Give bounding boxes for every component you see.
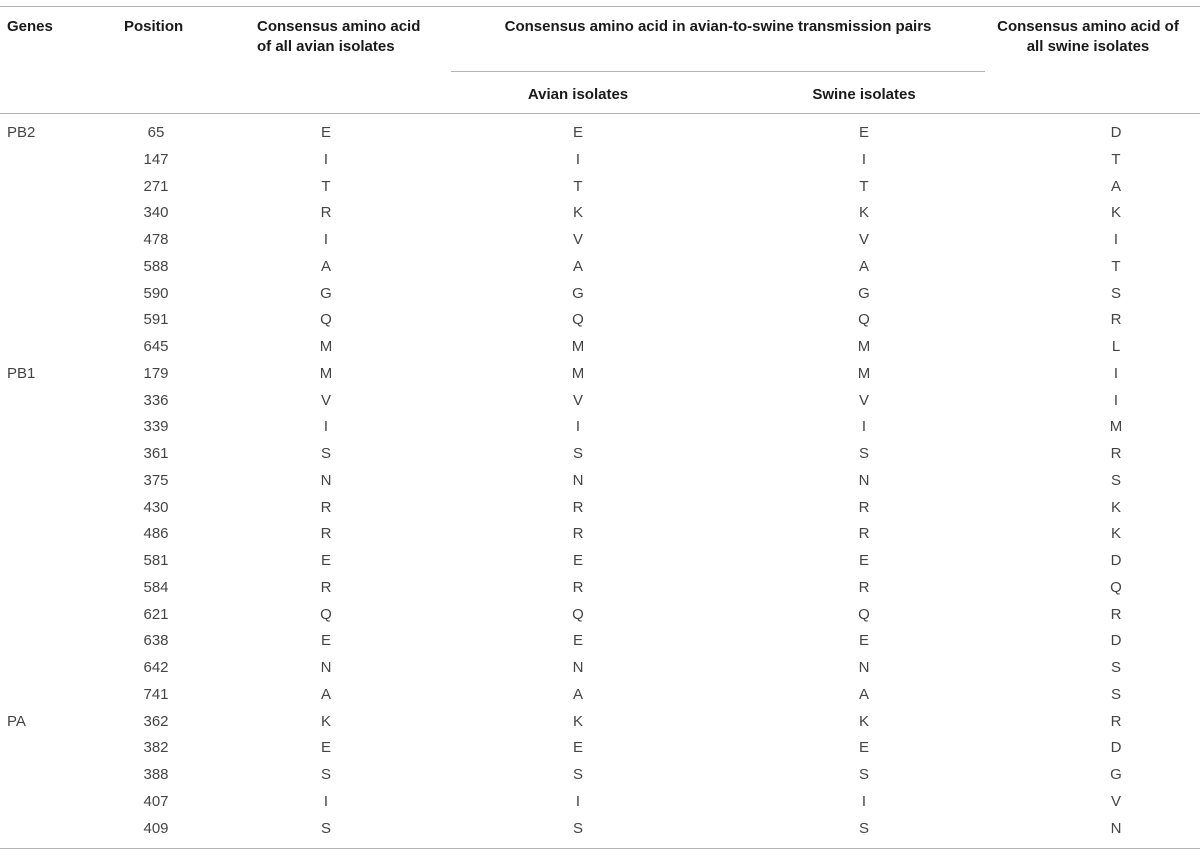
pair-swine-cell: V bbox=[858, 391, 869, 409]
avian-all-cell: E bbox=[320, 552, 331, 569]
avian-all-cell: Q bbox=[320, 605, 332, 623]
pair-swine-cell: I bbox=[861, 418, 867, 436]
pair-swine-cell: V bbox=[858, 231, 869, 248]
table-row bbox=[0, 602, 1200, 629]
avian-all-cell: G bbox=[320, 284, 332, 302]
position-cell: 382 bbox=[143, 739, 169, 757]
header-swine-all-line1: Consensus amino acid of bbox=[997, 18, 1179, 35]
position-cell: 409 bbox=[143, 819, 169, 837]
gene-cell: PB1 bbox=[7, 364, 36, 382]
top-rule bbox=[0, 6, 1200, 7]
pair-swine-cell: A bbox=[858, 685, 869, 703]
position-cell: 588 bbox=[143, 257, 169, 275]
position-cell: 584 bbox=[143, 578, 169, 596]
position-cell: 642 bbox=[143, 659, 169, 676]
avian-all-cell: E bbox=[320, 124, 331, 141]
pair-avian-cell: T bbox=[573, 177, 583, 195]
table-row bbox=[0, 521, 1200, 548]
avian-all-cell: I bbox=[323, 418, 329, 436]
pair-avian-cell: G bbox=[572, 284, 584, 302]
position-cell: 339 bbox=[143, 418, 169, 436]
pair-avian-cell: I bbox=[575, 792, 581, 810]
swine-all-cell: G bbox=[1110, 766, 1122, 783]
swine-all-cell: S bbox=[1110, 685, 1121, 703]
pair-swine-cell: S bbox=[858, 819, 869, 837]
avian-all-cell: R bbox=[320, 498, 332, 516]
pair-avian-cell: M bbox=[571, 338, 585, 355]
position-cell: 375 bbox=[143, 471, 169, 489]
avian-all-cell: A bbox=[320, 685, 331, 703]
avian-all-cell: M bbox=[319, 338, 333, 355]
table-row bbox=[0, 120, 1200, 147]
table-row bbox=[0, 200, 1200, 227]
table-row bbox=[0, 495, 1200, 522]
swine-all-cell: I bbox=[1113, 391, 1119, 409]
swine-all-cell: R bbox=[1110, 311, 1122, 329]
pair-swine-cell: G bbox=[858, 284, 870, 302]
header-pairs-group: Consensus amino acid in avian-to-swine transmission pairs bbox=[504, 18, 932, 35]
position-cell: 361 bbox=[143, 445, 169, 462]
position-cell: 581 bbox=[143, 552, 169, 569]
position-cell: 340 bbox=[143, 204, 169, 222]
pair-avian-cell: E bbox=[572, 632, 583, 650]
table-row bbox=[0, 281, 1200, 308]
table-row bbox=[0, 147, 1200, 174]
pair-avian-cell: S bbox=[572, 819, 583, 837]
swine-all-cell: D bbox=[1110, 124, 1122, 141]
swine-all-cell: I bbox=[1113, 231, 1119, 248]
pair-avian-cell: R bbox=[572, 525, 584, 543]
position-cell: 147 bbox=[143, 150, 169, 168]
pair-avian-cell: E bbox=[572, 552, 583, 569]
pair-swine-cell: E bbox=[858, 552, 869, 569]
swine-all-cell: V bbox=[1110, 792, 1121, 810]
avian-all-cell: I bbox=[323, 231, 329, 248]
swine-all-cell: A bbox=[1110, 177, 1121, 195]
header-avian-all-line2: of all avian isolates bbox=[257, 38, 395, 55]
swine-all-cell: Q bbox=[1110, 578, 1122, 596]
swine-all-cell: D bbox=[1110, 632, 1122, 650]
header-genes: Genes bbox=[7, 18, 53, 35]
pair-swine-cell: K bbox=[858, 712, 869, 730]
swine-all-cell: D bbox=[1110, 739, 1122, 757]
header-swine-all-line2: all swine isolates bbox=[1026, 38, 1150, 55]
pair-avian-cell: S bbox=[572, 445, 583, 462]
pair-avian-cell: V bbox=[572, 391, 583, 409]
avian-all-cell: T bbox=[321, 177, 331, 195]
swine-all-cell: M bbox=[1109, 418, 1123, 436]
position-cell: 591 bbox=[143, 311, 169, 329]
bottom-rule bbox=[0, 848, 1200, 849]
avian-all-cell: R bbox=[320, 204, 332, 222]
avian-all-cell: E bbox=[320, 739, 331, 757]
swine-all-cell: I bbox=[1113, 364, 1119, 382]
pair-avian-cell: K bbox=[572, 712, 583, 730]
pair-avian-cell: I bbox=[575, 150, 581, 168]
gene-cell: PB2 bbox=[7, 124, 36, 141]
position-cell: 388 bbox=[143, 766, 169, 783]
table-row bbox=[0, 174, 1200, 201]
table-row bbox=[0, 307, 1200, 334]
pair-avian-cell: M bbox=[571, 364, 585, 382]
pair-swine-cell: I bbox=[861, 792, 867, 810]
pair-swine-cell: Q bbox=[858, 311, 870, 329]
position-cell: 638 bbox=[143, 632, 169, 650]
pair-swine-cell: S bbox=[858, 445, 869, 462]
avian-all-cell: R bbox=[320, 525, 332, 543]
header-avian-all bbox=[257, 17, 447, 57]
position-cell: 271 bbox=[143, 177, 169, 195]
swine-all-cell: K bbox=[1110, 498, 1121, 516]
avian-all-cell: A bbox=[320, 257, 331, 275]
pair-swine-cell: S bbox=[858, 766, 869, 783]
header-pairs-avian: Avian isolates bbox=[527, 86, 629, 103]
table-row bbox=[0, 735, 1200, 762]
pair-avian-cell: V bbox=[572, 231, 583, 248]
swine-all-cell: N bbox=[1110, 819, 1122, 837]
table-row bbox=[0, 388, 1200, 415]
table-row bbox=[0, 762, 1200, 789]
position-cell: 486 bbox=[143, 525, 169, 543]
header-bottom-rule bbox=[0, 113, 1200, 114]
avian-all-cell: E bbox=[320, 632, 331, 650]
header-swine-all bbox=[988, 17, 1188, 57]
table-row bbox=[0, 682, 1200, 709]
avian-all-cell: S bbox=[320, 445, 331, 462]
table-row bbox=[0, 709, 1200, 736]
pair-avian-cell: E bbox=[572, 124, 583, 141]
pair-swine-cell: Q bbox=[858, 605, 870, 623]
avian-all-cell: Q bbox=[320, 311, 332, 329]
swine-all-cell: R bbox=[1110, 712, 1122, 730]
avian-all-cell: I bbox=[323, 150, 329, 168]
table-row bbox=[0, 227, 1200, 254]
avian-all-cell: N bbox=[320, 659, 332, 676]
swine-all-cell: L bbox=[1111, 338, 1121, 355]
swine-all-cell: S bbox=[1110, 284, 1121, 302]
swine-all-cell: T bbox=[1111, 150, 1121, 168]
swine-all-cell: K bbox=[1110, 204, 1121, 222]
table-row bbox=[0, 334, 1200, 361]
position-cell: 590 bbox=[143, 284, 169, 302]
position-cell: 478 bbox=[143, 231, 169, 248]
table-row bbox=[0, 441, 1200, 468]
avian-all-cell: R bbox=[320, 578, 332, 596]
position-cell: 336 bbox=[143, 391, 169, 409]
swine-all-cell: S bbox=[1110, 471, 1121, 489]
pair-avian-cell: A bbox=[572, 257, 583, 275]
table-row bbox=[0, 468, 1200, 495]
avian-all-cell: S bbox=[320, 766, 331, 783]
pair-avian-cell: N bbox=[572, 471, 584, 489]
pair-swine-cell: I bbox=[861, 150, 867, 168]
pair-swine-cell: A bbox=[858, 257, 869, 275]
pair-swine-cell: N bbox=[858, 471, 870, 489]
position-cell: 430 bbox=[143, 498, 169, 516]
pair-swine-cell: E bbox=[858, 632, 869, 650]
table-row bbox=[0, 655, 1200, 682]
swine-all-cell: T bbox=[1111, 257, 1121, 275]
table-row bbox=[0, 548, 1200, 575]
pair-swine-cell: N bbox=[858, 659, 870, 676]
swine-all-cell: R bbox=[1110, 605, 1122, 623]
avian-all-cell: K bbox=[320, 712, 331, 730]
pair-avian-cell: R bbox=[572, 578, 584, 596]
pair-avian-cell: E bbox=[572, 739, 583, 757]
pair-swine-cell: T bbox=[859, 177, 869, 195]
pair-swine-cell: R bbox=[858, 578, 870, 596]
table-row bbox=[0, 789, 1200, 816]
header-position: Position bbox=[124, 18, 184, 35]
position-cell: 621 bbox=[143, 605, 169, 623]
position-cell: 407 bbox=[143, 792, 169, 810]
table-row bbox=[0, 628, 1200, 655]
pair-swine-cell: R bbox=[858, 525, 870, 543]
pair-avian-cell: Q bbox=[572, 311, 584, 329]
swine-all-cell: R bbox=[1110, 445, 1122, 462]
swine-all-cell: K bbox=[1110, 525, 1121, 543]
group-underline bbox=[451, 71, 985, 72]
pair-swine-cell: R bbox=[858, 498, 870, 516]
gene-cell: PA bbox=[7, 712, 26, 730]
position-cell: 645 bbox=[143, 338, 169, 355]
pair-avian-cell: A bbox=[572, 685, 583, 703]
pair-avian-cell: R bbox=[572, 498, 584, 516]
table-row bbox=[0, 254, 1200, 281]
table-row bbox=[0, 816, 1200, 843]
header-pairs-swine: Swine isolates bbox=[812, 86, 916, 103]
pair-swine-cell: M bbox=[857, 338, 871, 355]
pair-avian-cell: S bbox=[572, 766, 583, 783]
swine-all-cell: D bbox=[1110, 552, 1122, 569]
pair-avian-cell: N bbox=[572, 659, 584, 676]
pair-swine-cell: E bbox=[858, 739, 869, 757]
header-avian-all-line1: Consensus amino acid bbox=[257, 18, 421, 35]
avian-all-cell: S bbox=[320, 819, 331, 837]
position-cell: 179 bbox=[143, 364, 169, 382]
avian-all-cell: V bbox=[320, 391, 331, 409]
pair-avian-cell: Q bbox=[572, 605, 584, 623]
position-cell: 362 bbox=[143, 712, 169, 730]
pair-swine-cell: K bbox=[858, 204, 869, 222]
avian-all-cell: N bbox=[320, 471, 332, 489]
pair-avian-cell: K bbox=[572, 204, 583, 222]
avian-all-cell: M bbox=[319, 364, 333, 382]
table-row bbox=[0, 361, 1200, 388]
pair-avian-cell: I bbox=[575, 418, 581, 436]
position-cell: 741 bbox=[143, 685, 169, 703]
table-row bbox=[0, 575, 1200, 602]
avian-all-cell: I bbox=[323, 792, 329, 810]
pair-swine-cell: E bbox=[858, 124, 869, 141]
swine-all-cell: S bbox=[1110, 659, 1121, 676]
position-cell: 65 bbox=[147, 124, 165, 141]
table-row bbox=[0, 414, 1200, 441]
pair-swine-cell: M bbox=[857, 364, 871, 382]
